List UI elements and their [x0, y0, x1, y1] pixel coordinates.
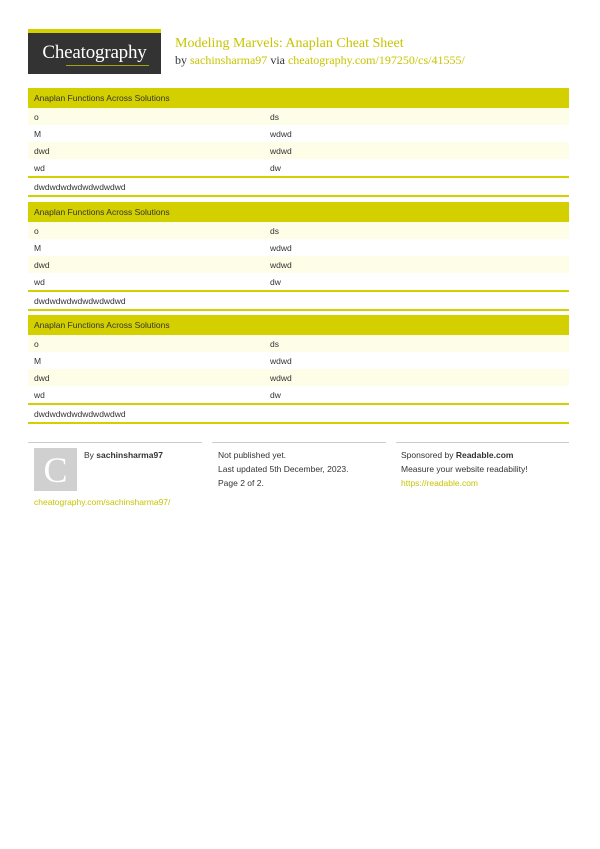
page-title: Modeling Marvels: Anaplan Cheat Sheet [175, 36, 404, 51]
section-note: dwdwdwdwdwdwdwdwd [28, 176, 569, 197]
cell-right: wdwd [270, 145, 292, 156]
cell-left: M [34, 355, 42, 366]
sponsor-name[interactable]: Readable.com [455, 450, 514, 460]
cell-left: dwd [34, 372, 50, 383]
cell-right: dw [270, 389, 281, 400]
section-header: Anaplan Functions Across Solutions [28, 88, 569, 108]
table-row [28, 256, 569, 273]
table-row [28, 125, 569, 142]
cell-right: ds [270, 225, 279, 236]
cell-left: M [34, 128, 42, 139]
cell-left: o [34, 338, 39, 349]
last-updated: Last updated 5th December, 2023. [218, 464, 349, 474]
section-note: dwdwdwdwdwdwdwdwd [28, 290, 569, 311]
cell-left: wd [34, 162, 45, 173]
table-row [28, 159, 569, 176]
cheatography-logo[interactable] [28, 29, 161, 74]
section-1 [28, 88, 569, 197]
section-note: dwdwdwdwdwdwdwdwd [28, 403, 569, 424]
cell-left: o [34, 225, 39, 236]
table-row [28, 352, 569, 369]
table-row [28, 222, 569, 239]
cell-left: wd [34, 389, 45, 400]
section-2 [28, 202, 569, 311]
cell-right: ds [270, 111, 279, 122]
page-number: Page 2 of 2. [218, 478, 264, 488]
author-profile-link[interactable]: cheatography.com/sachinsharma97/ [34, 497, 171, 507]
avatar-letter: C [43, 449, 68, 490]
byline-by: by [175, 53, 187, 67]
table-row [28, 108, 569, 125]
author-link[interactable]: sachinsharma97 [190, 53, 268, 67]
byline-via: via [270, 53, 285, 67]
footer-author [84, 450, 163, 460]
cell-left: dwd [34, 259, 50, 270]
byline [175, 53, 465, 68]
sponsor-tagline: Measure your website readability! [401, 464, 528, 474]
footer-author-name[interactable]: sachinsharma97 [96, 450, 163, 460]
footer-divider-sponsor [396, 442, 569, 443]
sponsor-line [401, 450, 513, 460]
cell-right: ds [270, 338, 279, 349]
table-row [28, 239, 569, 256]
footer-divider-status [212, 442, 386, 443]
cell-left: dwd [34, 145, 50, 156]
section-header: Anaplan Functions Across Solutions [28, 315, 569, 335]
table-row [28, 386, 569, 403]
cell-right: wdwd [270, 355, 292, 366]
logo-text: Cheatography [42, 41, 147, 63]
cell-right: wdwd [270, 128, 292, 139]
cell-right: wdwd [270, 242, 292, 253]
published-status: Not published yet. [218, 450, 287, 460]
cell-left: o [34, 111, 39, 122]
sheet-url-link[interactable]: cheatography.com/197250/cs/41555/ [287, 53, 465, 67]
table-row [28, 273, 569, 290]
cell-right: wdwd [270, 259, 292, 270]
cell-left: M [34, 242, 42, 253]
author-avatar[interactable] [34, 448, 77, 491]
table-row [28, 142, 569, 159]
cell-right: wdwd [270, 372, 292, 383]
section-3 [28, 315, 569, 424]
cell-left: wd [34, 276, 45, 287]
cell-right: dw [270, 162, 281, 173]
cell-right: dw [270, 276, 281, 287]
footer-divider-author [28, 442, 202, 443]
table-row [28, 335, 569, 352]
sponsored-by: Sponsored by [401, 450, 454, 460]
logo-underline [66, 65, 149, 66]
footer-by: By [84, 450, 94, 460]
sponsor-link[interactable]: https://readable.com [401, 478, 479, 488]
table-row [28, 369, 569, 386]
section-header: Anaplan Functions Across Solutions [28, 202, 569, 222]
